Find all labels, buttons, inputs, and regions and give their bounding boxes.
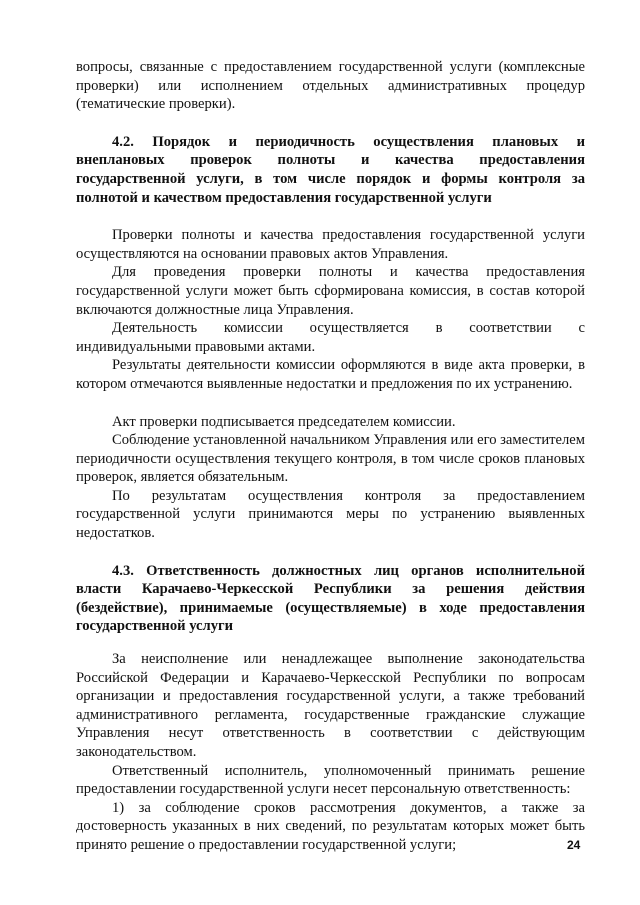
section-4-2-paragraph: Деятельность комиссии осуществляется в соответствии с индивидуальными правовыми актами. [76, 320, 585, 355]
section-4-2-paragraph: Результаты деятельности комиссии оформляются в виде акта проверки, в котором отмечаются выявленные недостатки и предложения по их устранению. [76, 357, 585, 392]
page-number: 24 [567, 838, 581, 852]
section-4-3-paragraph: Ответственный исполнитель, уполномоченный принимать решение предоставлении государственной услуги несет персональную ответственность: [76, 762, 585, 798]
section-4-2-paragraph: Соблюдение установленной начальником Управления или его заместителем периодичности осуществления текущего контроля, в том числе сроков плановых проверок, является обязательным. [76, 432, 585, 486]
section-4-2-paragraph: Акт проверки подписывается председателем комиссии. [112, 413, 456, 430]
section-4-2-paragraph: Для проведения проверки полноты и качества предоставления государственной услуги может быть сформирована комиссия, в состав которой включаются должностные лица Управления. [76, 264, 585, 318]
spacer [76, 636, 585, 650]
section-4-3-paragraph: За неисполнение или ненадлежащее выполнение законодательства Российской Федерации и Карачаево-Черкесской Республики по вопросам организации и предоставления государственной услуги, а также требований административного регламента, государственные гражданские служащие Управления несут ответственность в соответствии с действующим законодательством. [76, 651, 585, 760]
section-4-2-heading: 4.2. Порядок и периодичность осуществления плановых и внеплановых проверок полноты и качества предоставления государственной услуги, в том числе порядок и формы контроля за полнотой и качеством предоставления государственной услуги [76, 133, 585, 206]
spacer [76, 207, 585, 226]
section-4-3-heading: 4.3. Ответственность должностных лиц органов исполнительной власти Карачаево-Черкесской Республики за решения действия (бездействие), принимаемые (осуществляемые) в ходе предоставления государственной услуги [76, 562, 585, 635]
section-4-2-paragraph: По результатам осуществления контроля за предоставлением государственной услуги принимаются меры по устранению выявленных недостатков. [76, 487, 585, 542]
section-4-2-paragraph: Проверки полноты и качества предоставления государственной услуги осуществляются на основании правовых актов Управления. [76, 227, 585, 262]
spacer [76, 394, 585, 413]
continuation-paragraph: вопросы, связанные с предоставлением государственной услуги (комплексные проверки) или исполнением отдельных административных процедур (тематические проверки). [76, 59, 585, 113]
section-4-3-paragraph: 1) за соблюдение сроков рассмотрения документов, а также за достоверность указанных в них сведений, по результатам которых может быть принято решение о предоставлении государственной услуги; [76, 799, 585, 853]
spacer [76, 543, 585, 562]
spacer [76, 114, 585, 133]
document-page [76, 58, 585, 855]
